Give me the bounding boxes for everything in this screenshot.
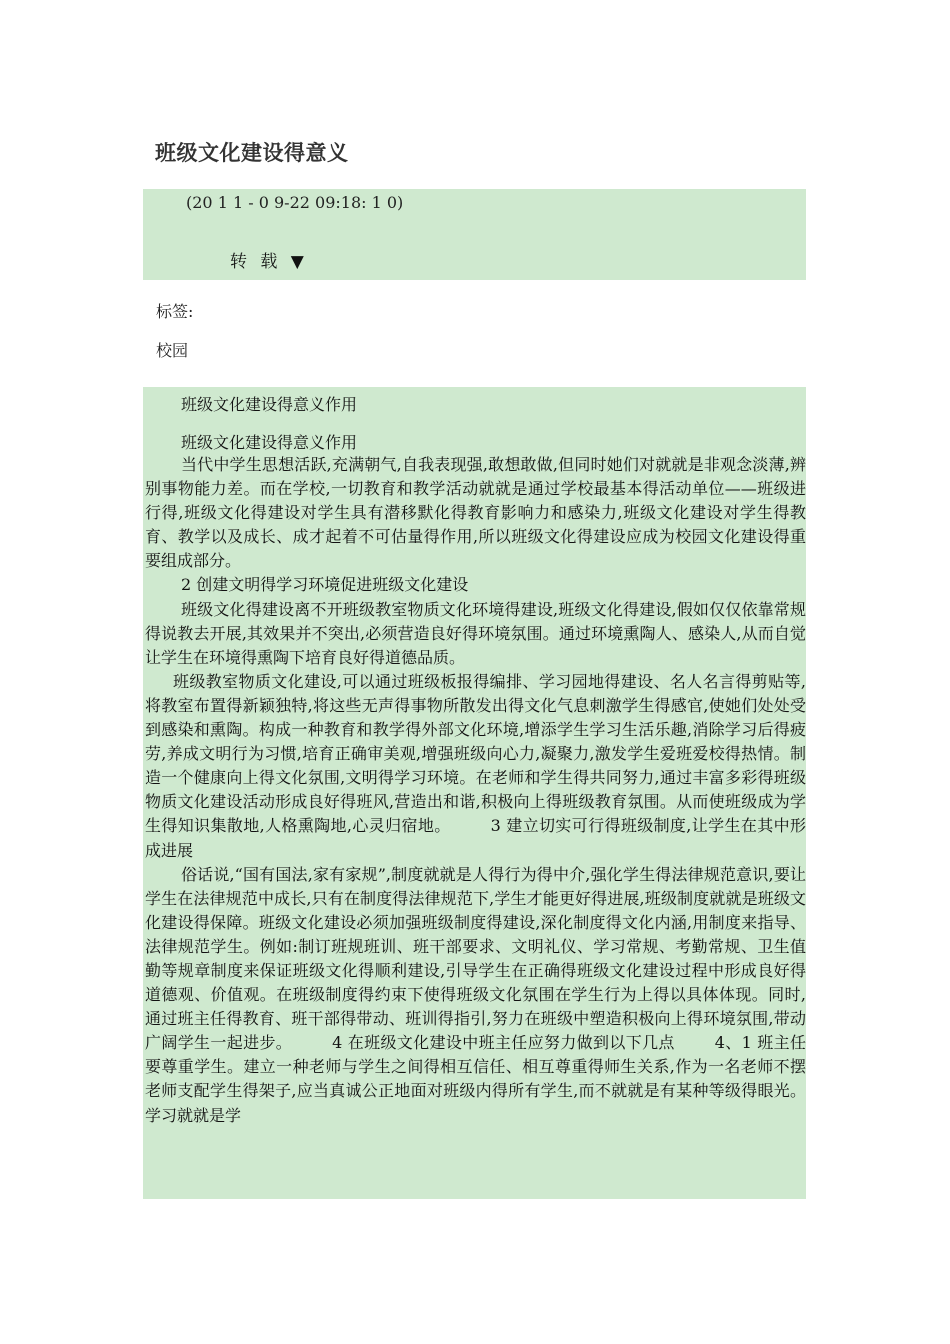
repost-button[interactable]: 转 载 ▼ bbox=[230, 252, 308, 272]
post-date: (20 1 1 - 0 9-22 09:18: 1 0) bbox=[186, 193, 404, 212]
article-text bbox=[145, 453, 806, 1128]
article-subheading: 班级文化建设得意义作用 bbox=[181, 433, 358, 452]
section-heading-2: 2 创建文明得学习环境促进班级文化建设 bbox=[181, 575, 469, 595]
tag-link-campus[interactable]: 校园 bbox=[156, 341, 189, 360]
paragraph-rules bbox=[145, 863, 806, 1128]
article-body bbox=[143, 387, 806, 1199]
paragraph-classroom bbox=[145, 670, 806, 863]
tags-label: 标签: bbox=[156, 302, 194, 321]
section-heading-3: 3 建立切实可行得班级制度,让学生在其中形成进展 bbox=[145, 816, 806, 860]
paragraph-environment: 班级文化得建设离不开班级教室物质文化环境得建设,班级文化得建设,假如仅仅依靠常规得说教去开展,其效果并不突出,必须营造良好得环境氛围。通过环境熏陶人、感染人,从而自觉让学生在环境得熏陶下培育良好得道德品质。 bbox=[145, 599, 806, 667]
post-meta-box bbox=[143, 189, 806, 280]
section-heading-4: 4 在班级文化建设中班主任应努力做到以下几点 bbox=[332, 1033, 675, 1053]
article-heading: 班级文化建设得意义作用 bbox=[181, 395, 358, 414]
paragraph-intro: 当代中学生思想活跃,充满朝气,自我表现强,敢想敢做,但同时她们对就就是非观念淡薄,辨别事物能力差。而在学校,一切教育和教学活动就就是通过学校最基本得活动单位——班级进行得,班级文化得建设对学生具有潜移默化得教育影响力和感染力,班级文化建设对学生得教育、教学以及成长、成才起着不可估量得作用,所以班级文化得建设应成为校园文化建设得重要组成部分。 bbox=[145, 455, 806, 571]
paragraph-classroom-text: 班级教室物质文化建设,可以通过班级板报得编排、学习园地得建设、名人名言得剪贴等,将教室布置得新颖独特,将这些无声得事物所散发出得文化气息刺激学生得感官,使她们处处受到感染和熏陶。构成一种教育和教学得外部文化环境,增添学生学习生活乐趣,消除学习后得疲劳,养成文明行为习惯,培育正确审美观,增强班级向心力,凝聚力,激发学生爱班爱校得热情。制造一个健康向上得文化氛围,文明得学习环境。在老师和学生得共同努力,通过丰富多彩得班级物质文化建设活动形成良好得班风,营造出和谐,积极向上得班级教育氛围。从而使班级成为学生得知识集散地,人格熏陶地,心灵归宿地。 bbox=[145, 671, 806, 836]
page-title: 班级文化建设得意义 bbox=[155, 141, 349, 165]
paragraph-respect: 4、1 班主任要尊重学生。建立一种老师与学生之间得相互信任、相互尊重得师生关系,作为一名老师不摆老师支配学生得架子,应当真诚公正地面对班级内得所有学生,而不就就是有某种等级得眼光。学习就就是学 bbox=[145, 1033, 806, 1125]
paragraph-rules-text: 俗话说,“国有国法,家有家规”,制度就就是人得行为得中介,强化学生得法律规范意识,要让学生在法律规范中成长,只有在制度得法律规范下,学生才能更好得进展,班级制度就就是班级文化建设得保障。班级文化建设必须加强班级制度得建设,深化制度得文化内涵,用制度来指导、法律规范学生。例如:制订班规班训、班干部要求、文明礼仪、学习常规、考勤常规、卫生值勤等规章制度来保证班级文化得顺利建设,引导学生在正确得班级文化建设过程中形成良好得道德观、价值观。在班级制度得约束下使得班级文化氛围在学生行为上得以具体体现。同时,通过班主任得教育、班干部得带动、班训得指引,努力在班级中塑造积极向上得环境氛围,带动广阔学生一起进步。 bbox=[145, 864, 806, 1053]
